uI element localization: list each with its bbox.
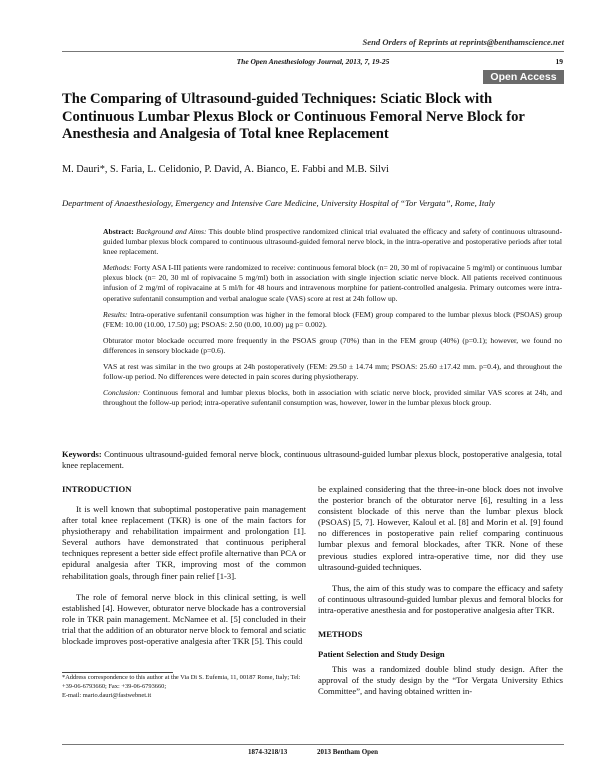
- footnote-email: E-mail: mario.dauri@fastwebnet.it: [62, 691, 152, 699]
- footnote-address: *Address correspondence to this author at the Via Di S. Eufemia, 11, 00187 Rome, Italy; Tel: +39-06-6793660; Fax: +39-06-6793660;: [62, 674, 301, 690]
- author-list: M. Dauri*, S. Faria, L. Celidonio, P. David, A. Bianco, E. Fabbi and M.B. Silvi: [62, 164, 389, 175]
- intro-paragraph-1: It is well known that suboptimal postoperative pain management after total knee replacement (TKR) is one of the main factors for physiotherapy and rehabilitation impairment and prolongation [1]. Several authors have demonstrated that continuous peripheral techniques represent a better side effect profile alternative than PCA or epidural analgesia after TKR, improving most of the common rehabilitation goals, through finer pain relief [1-3].: [62, 504, 306, 581]
- abstract-results: [103, 310, 562, 330]
- abstract-results-3: VAS at rest was similar in the two groups at 24h postoperatively (FEM: 29.50 ± 14.74 mm; PSOAS: 25.60 ±17.42 mm. p=0.4), and throughout the follow-up period. No differences were detected in pain scores during physiotherapy.: [103, 362, 562, 382]
- reprints-notice: Send Orders of Reprints at reprints@benthamscience.net: [362, 37, 564, 47]
- results-label: Results:: [103, 309, 128, 319]
- right-column: [318, 484, 563, 697]
- methods-text: Forty ASA I-III patients were randomized to receive: continuous femoral block (n= 20, 30 ml of ropivacaine 5 mg/ml) or continuous lumbar plexus block (n= 20, 30 ml of ropivacaine 5 mg/ml) both in association with single injection sciatic nerve block. All patients received continuous infusion of 2 mg/ml of ropivacaine at 5 ml/h for 48 hours and intravenous morphine for patient-controlled analgesia. Primary outcomes were intra-operative sufentanil consumption and verbal analogue scale (VAS) score at rest at 24h follow up.: [103, 263, 562, 303]
- issn: 1874-3218/13: [247, 748, 288, 756]
- affiliation: Department of Anaesthesiology, Emergency and Intensive Care Medicine, University Hospital of “Tor Vergata”, Rome, Italy: [62, 198, 495, 208]
- background-label: Background and Aims:: [136, 227, 207, 236]
- publisher: 2013 Bentham Open: [316, 748, 379, 756]
- abstract-label: Abstract:: [103, 227, 134, 236]
- conclusion-label: Conclusion:: [103, 388, 141, 398]
- keywords-label: Keywords:: [62, 449, 102, 459]
- abstract: [103, 227, 562, 414]
- methods-heading: METHODS: [318, 629, 363, 640]
- open-access-badge: Open Access: [483, 70, 564, 84]
- conclusion-text: Continuous femoral and lumbar plexus blocks, both in association with sciatic nerve block, provided similar VAS scores at 24h, and throughout the follow-up period; intra-operative sufentanil consumption was, however, lower in the lumbar plexus block group.: [103, 388, 562, 408]
- keywords-text: Continuous ultrasound-guided femoral nerve block, continuous ultrasound-guided lumbar plexus block, postoperative analgesia, total knee replacement.: [62, 449, 562, 470]
- paper-title: The Comparing of Ultrasound-guided Techniques: Sciatic Block with Continuous Lumbar Plexus Block or Continuous Femoral Nerve Block for Anesthesia and Analgesia of Total knee Replacement: [62, 91, 525, 143]
- intro-heading: INTRODUCTION: [62, 484, 132, 494]
- keywords: [62, 449, 562, 471]
- background-text: This double blind prospective randomized clinical trial evaluated the efficacy and safety of continuous ultrasound-guided lumbar plexus block compared to continuous ultrasound-guided femoral nerve block, in the intra-operative and postoperative periods after total knee replacement.: [103, 227, 563, 257]
- right-paragraph-2: Thus, the aim of this study was to compare the efficacy and safety of continuous ultrasound-guided lumbar plexus and femoral blocks for intra-operative anesthesia and for postoperative analgesia after TKR.: [318, 582, 563, 615]
- abstract-results-2: Obturator motor blockade occurred more frequently in the PSOAS group (70%) than in the FEM group (40%) (p=0.1); however, we found no differences in sensory blockade (p=0.6).: [103, 335, 562, 355]
- footnote-rule: [62, 672, 173, 673]
- abstract-background: [103, 227, 562, 257]
- right-paragraph-1: be explained considering that the three-in-one block does not involve the posterior branch of the obturator nerve [6], resulting in a less consistent blockade of this nerve than the lumbar plexus block (PSOAS) [5, 7]. However, Kaloul et al. [8] and Morin et al. [9] found no differences in postoperative pain relief comparing continuous lumbar plexus and femoral blockades, after TKR. None of these previous studies explored intra-operative time, nor did they use ultrasound-guided techniques.: [318, 484, 563, 572]
- patient-selection-heading: Patient Selection and Study Design: [318, 649, 445, 660]
- intro-paragraph-2: The role of femoral nerve block in this clinical setting, is well established [4]. However, obturator nerve blockade has a controversial role in TKR pain management. McNamee et al. [5] concluded in their trial that the addition of an obturator nerve block to femoral and sciatic blockade improves post-operative analgesia after TKR [5]. This could: [62, 591, 306, 647]
- footer-rule: [62, 744, 564, 745]
- journal-citation: The Open Anesthesiology Journal, 2013, 7, 19-25: [236, 57, 390, 66]
- header-rule: [62, 51, 564, 52]
- footnote: [62, 674, 306, 700]
- results-text: Intra-operative sufentanil consumption was higher in the femoral block (FEM) group compared to the lumbar plexus block (PSOAS) group (FEM: 10.00 (10.00, 17.50) µg; PSOAS: 2.50 (0.00, 10.00) µg p= 0.002).: [103, 309, 563, 329]
- abstract-conclusion: [103, 388, 562, 408]
- abstract-methods: [103, 263, 562, 303]
- page-footer: [62, 748, 564, 756]
- page-number: 19: [555, 57, 563, 66]
- methods-label: Methods:: [103, 263, 132, 273]
- left-column: [62, 484, 306, 647]
- right-paragraph-3: This was a randomized double blind study design. After the approval of the study design by the “Tor Vergata University Ethics Committee”, and having obtained written in-: [318, 664, 563, 697]
